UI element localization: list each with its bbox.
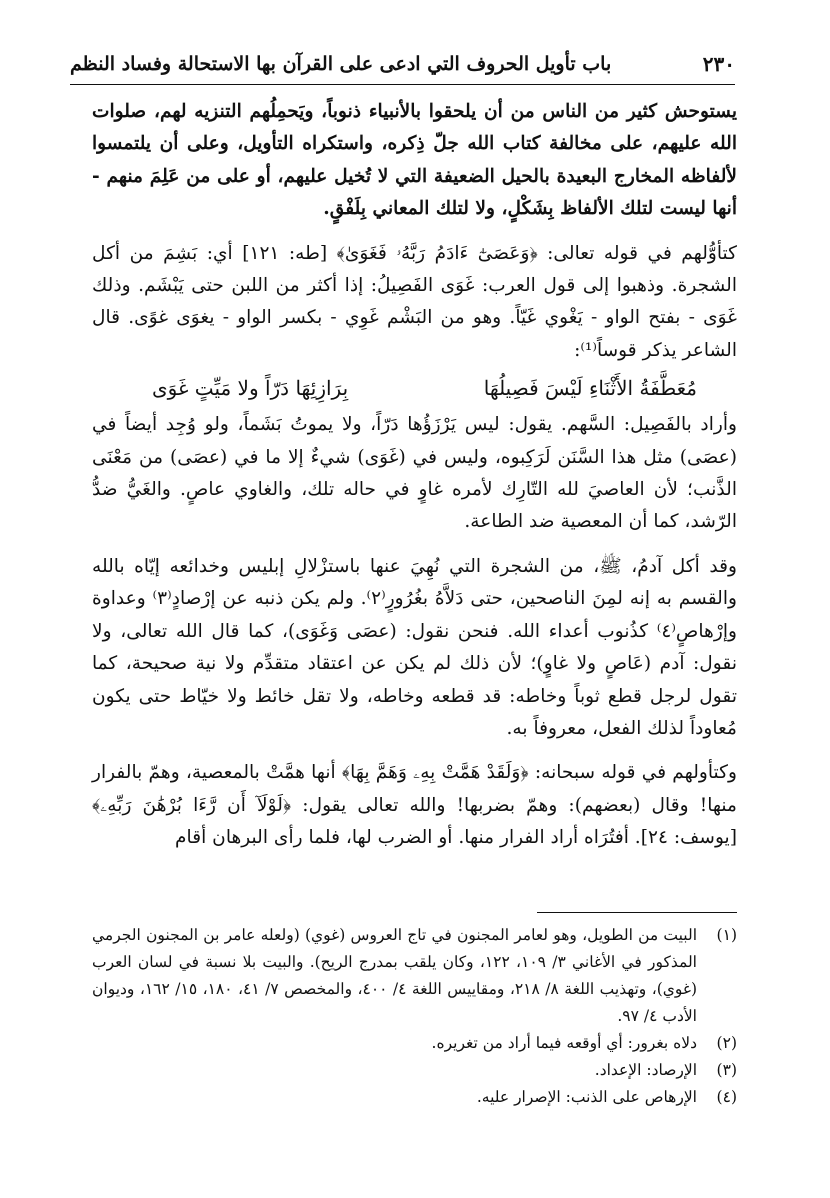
footnote-text: البيت من الطويل، وهو لعامر المجنون في تاج العروس (غوي) (ولعله عامر بن المجنون الجرمي المذكور في الأغاني ٣/ ١٠٩، ١٢٢، وكان يلقب بمدرج الريح). والبيت بلا نسبة في لسان العرب (غوي)، وتهذيب اللغة ٨/ ٢١٨، ومقاييس اللغة ٤/ ٤٠٠، والمخصص ٧/ ٤١، ١٨٠، ١٥/ ١٦٢، وديوان الأدب ٤/ ٩٧.: [92, 926, 698, 1025]
paragraph-4: وقد أكل آدمُ، ﷺ، من الشجرة التي نُهِيَ عنها باستزْلالِ إبليس وخدائعه إيّاه بالله والقسم به إنه لمِنَ الناصحين، حتى دَلاَّهُ بغُرُورٍ⁽٢⁾. ولم يكن ذنبه عن إرْصادٍ⁽٣⁾ وعداوة وإرْهاصٍ⁽٤⁾ كذُنوب أعداء الله. فنحن نقول: (عصَى وَغَوَى)، كما قال الله تعالى، ولا نقول: آدم (عَاصٍ ولا غاوٍ)؛ لأن ذلك لم يكن عن اعتقاد متقدِّم ولا نية صحيحة، كما تقول لرجل قطع ثوباً وخاطه: قد قطعه وخاطه، ولا تقل خائط ولا خيّاط حتى يكون مُعاوداً لذلك الفعل، معروفاً به.: [92, 555, 737, 739]
footnote-item: [92, 1057, 737, 1084]
footnote-item: [92, 1030, 737, 1057]
footnotes: [92, 922, 737, 1111]
footnote-text: دلاه بغرور: أي أوقعه فيما أراد من تغريره.: [431, 1034, 697, 1052]
running-head: باب تأويل الحروف التي ادعى على القرآن بها الاستحالة وفساد النظم: [70, 53, 612, 75]
paragraph-5: وكتأولهم في قوله سبحانه: ﴿وَلَقَدْ هَمَّتْ بِهِۦ وَهَمَّ بِهَا﴾ أنها همَّتْ بالمعصية، وهمّ بالفرار منها! وقال (بعضهم): وهمّ بضربها! والله تعالى يقول: ﴿لَوْلَآ أَن رَّءَا بُرْهَٰنَ رَبِّهِۦ﴾ [يوسف: ٢٤]. أفتُرَاه أراد الفرار منها. أو الضرب لها، فلما رأى البرهان أقام: [92, 762, 737, 849]
footnote-number: (٢): [716, 1034, 737, 1052]
paragraph-3: وأراد بالفَصِيل: السَّهم. يقول: ليس يَرْزَؤُها دَرّاً، ولا يموتُ بَشَماً، ولو وُجِد أيضاً في (عصَى) مثل هذا السَّنَن لَرَكِبوه، وليس في (غَوَى) شيءٌ إلا ما في (عصَى) من مَعْنَى الذَّنب؛ لأن العاصيَ لله التّارِك لأمره غاوٍ في حاله تلك، والغاوي عاصٍ. والغَيُّ ضدُّ الرّشد، كما أن المعصية ضد الطاعة.: [92, 414, 737, 533]
footnote-text: الإرصاد: الإعداد.: [594, 1061, 697, 1079]
main-text: [92, 96, 737, 867]
poetry-verse: [92, 367, 737, 409]
footnote-number: (٣): [716, 1061, 737, 1079]
footnote-item: [92, 1084, 737, 1111]
paragraph-2: كتأوُّلهم في قوله تعالى: ﴿وَعَصَىٰٓ ءَادَمُ رَبَّهُۥ فَغَوَىٰ﴾ [طه: ١٢١] أي: بَشِمَ من أكل الشجرة. وذهبوا إلى قول العرب: غَوَى الفَصِيلُ: إذا أكثر من اللبن حتى يَبْشَم. وذلك غَوَى - بفتح الواو - يَغْوي غَيّاً. وهو من البَشْم غَوِي - بكسر الواو - يغوَى غوًى. قال الشاعر يذكر قوساً⁽¹⁾:: [92, 242, 738, 361]
page-number: ٢٣٠: [702, 52, 735, 76]
page-header: [70, 44, 735, 85]
verse-hemistich-first: مُعَطَّفَةُ الأَثْنَاءِ لَيْسَ فَصِيلُهَا: [483, 376, 697, 401]
paragraph-1: يستوحش كثير من الناس من أن يلحقوا بالأنبياء ذنوباً، ويَحمِلُهم التنزيه لهم، صلوات الله عليهم، على مخالفة كتاب الله جلّ ذِكره، واستكراه التأويل، وعلى أن يلتمسوا لألفاظه المخارج البعيدة بالحيل الضعيفة التي لا تُخيل عليهم، أو على من عَلِمَ منهم - أنها ليست لتلك الألفاظ بِشَكْلٍ، ولا لتلك المعاني بِلَفْقٍ.: [92, 101, 737, 220]
verse-hemistich-second: بِرَازِئِهَا دَرّاً ولا مَيِّتٍ غَوَى: [152, 376, 349, 401]
footnote-divider: [537, 912, 737, 913]
footnote-item: [92, 922, 737, 1030]
footnote-number: (٤): [716, 1088, 737, 1106]
footnote-text: الإرهاص على الذنب: الإصرار عليه.: [476, 1088, 697, 1106]
footnote-number: (١): [716, 926, 737, 944]
